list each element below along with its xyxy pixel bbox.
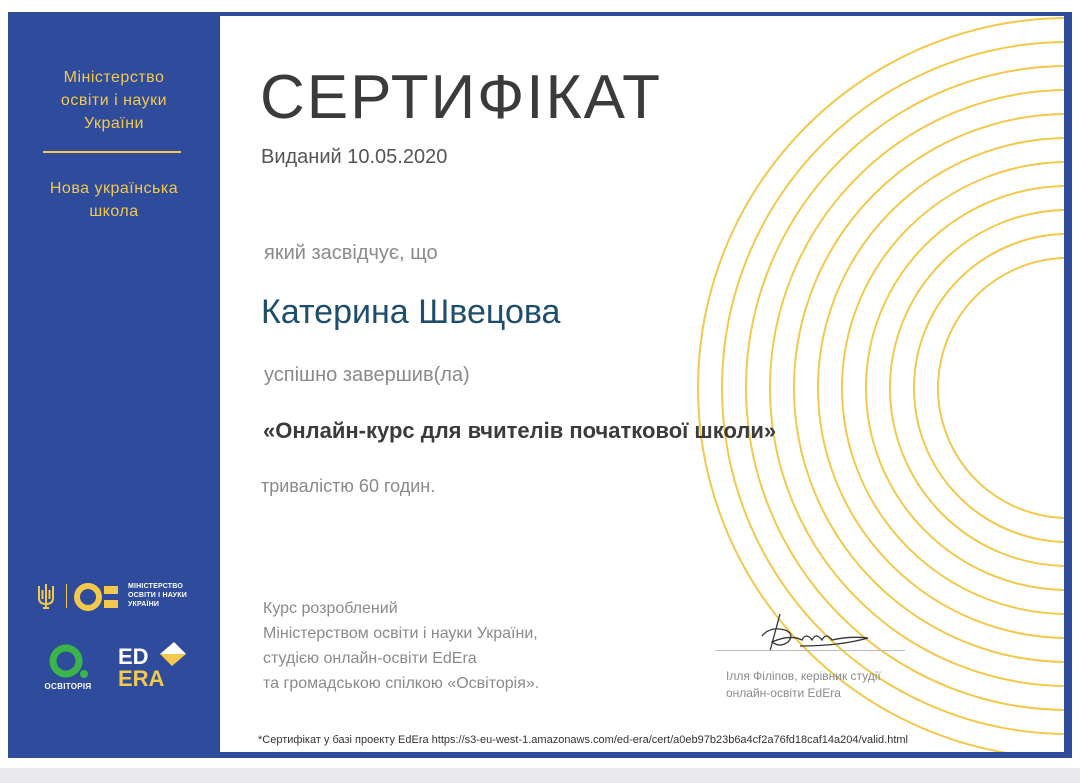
ministry-line-2: освіти і науки [60,92,168,109]
developers-line-3: студією онлайн-освіти EdEra [263,650,477,667]
mon-logo-text-2: ОСВІТИ І НАУКИ [128,592,187,599]
decorative-ring [770,90,1064,686]
developers-line-2: Міністерством освіти і науки України, [263,625,538,642]
verification-footnote: *Сертифікат у базі проекту EdEra https://s3-eu-west-1.amazonaws.com/ed-era/cert/a0eb97b23b6a4cf2a76fd18caf14a204/valid.html [258,734,908,746]
certificate-frame [8,12,1072,758]
mon-logo-row [36,582,206,612]
mon-logo-text [128,582,208,609]
ministry-line-1: Міністерство [63,69,165,86]
osvitoria-mark-icon [38,644,94,682]
course-duration: тривалістю 60 годин. [261,476,436,496]
osvitoria-label: ОСВІТОРІЯ [44,682,92,691]
trident-icon [36,582,56,610]
mon-logo-text-1: МІНІСТЕРСТВО [128,583,183,590]
decorative-ring [794,114,1064,662]
developers-line-1: Курс розроблений [263,600,398,617]
certificate-title: СЕРТИФІКАТ [260,63,662,132]
decorative-ring [914,234,1064,542]
sidebar-divider [43,151,181,153]
edera-ed: ED [118,644,149,669]
logo-separator [66,584,67,608]
osvitoria-logo [38,644,94,694]
mon-logo-mark-icon [74,582,124,612]
decorative-ring [866,186,1064,590]
edera-flag-icon [156,640,188,668]
developers-line-4: та громадською спілкою «Освіторія». [263,675,540,692]
certifies-text: який засвідчує, що [264,242,438,264]
issue-date: Виданий 10.05.2020 [261,146,448,168]
signer-line-1: Ілля Філіпов, керівник студії [726,669,881,683]
signer-line-2: онлайн-освіти EdEra [726,686,841,700]
signature-image [740,606,890,656]
developers-text [263,596,539,696]
sidebar [8,12,220,758]
ministry-line-3: України [84,115,144,132]
edera-logo [118,640,188,690]
signer [726,668,881,702]
decorative-ring [818,138,1064,638]
decorative-ring [938,258,1064,518]
ministry-name [18,66,210,135]
certificate-content [220,16,1064,752]
recipient-name: Катерина Швецова [261,293,561,331]
course-title: «Онлайн-курс для вчителів початкової школи» [263,418,777,443]
nus-line-2: школа [89,203,139,220]
edera-era: ERA [118,666,165,691]
completed-text: успішно завершив(ла) [264,364,470,386]
nus-line-1: Нова українська [49,180,179,197]
mon-logo-text-3: УКРАЇНИ [128,601,160,608]
signature-line [715,650,905,651]
nus-label [18,177,210,223]
